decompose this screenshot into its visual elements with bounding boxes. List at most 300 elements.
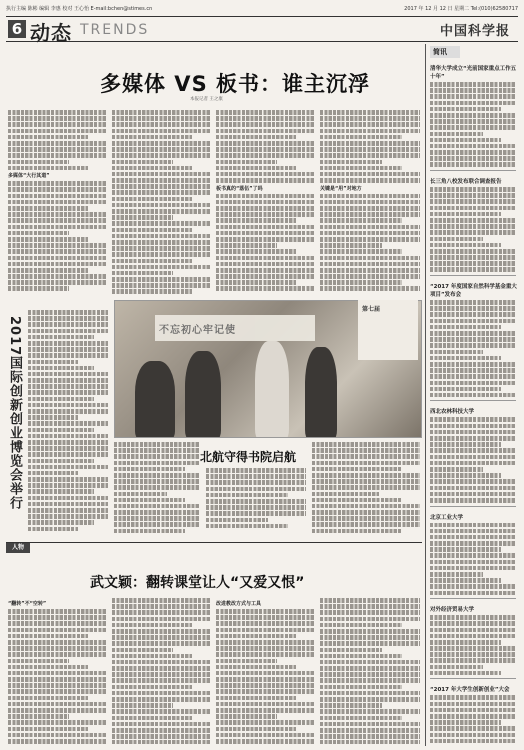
text-line (312, 454, 420, 459)
text-line (320, 722, 420, 727)
text-line (320, 116, 420, 121)
text-line (112, 228, 192, 233)
masthead-bar (6, 5, 518, 15)
text-line (206, 511, 306, 516)
text-line (8, 615, 106, 620)
text-line (28, 489, 94, 494)
text-line (320, 200, 420, 205)
sidebar-item-title: “2017 年大学生创新创业”大会 (430, 687, 510, 694)
text-line (320, 629, 420, 634)
sidebar-separator (430, 598, 516, 599)
bottom-subhead-1: “翻转”不“空转” (8, 601, 47, 607)
text-line (216, 237, 314, 242)
text-line (430, 162, 516, 167)
sidebar-item-text (430, 615, 516, 675)
text-line (430, 560, 516, 565)
text-line (112, 740, 210, 744)
feature-vertical-title: 2017国际创新创业博览会举行 (7, 316, 22, 511)
text-line (430, 113, 516, 118)
text-line (430, 156, 516, 161)
text-line (8, 262, 106, 267)
text-line (8, 628, 106, 633)
text-line (8, 181, 106, 186)
text-line (8, 708, 106, 713)
text-line (28, 508, 108, 513)
text-line (430, 739, 516, 744)
text-line (312, 473, 420, 478)
text-line (216, 280, 296, 285)
text-line (8, 652, 106, 657)
text-line (430, 187, 516, 192)
text-line (216, 286, 314, 291)
text-line (430, 591, 516, 596)
text-line (430, 430, 516, 435)
text-line (8, 665, 88, 670)
text-line (112, 722, 210, 727)
text-line (216, 659, 277, 664)
text-line (430, 374, 516, 379)
text-line (114, 479, 200, 484)
text-line (112, 648, 173, 653)
text-line (28, 372, 108, 377)
text-line (320, 641, 420, 646)
sidebar-separator (430, 275, 516, 276)
text-line (430, 88, 516, 93)
text-line (114, 522, 200, 527)
text-line (114, 498, 185, 503)
text-line (216, 609, 314, 614)
text-line (216, 652, 314, 657)
sidebar-separator (430, 170, 516, 171)
text-line (320, 274, 420, 279)
text-line (216, 640, 314, 645)
text-line (28, 459, 94, 464)
text-line (216, 677, 314, 682)
text-line (8, 671, 106, 676)
text-line (430, 615, 516, 620)
text-line (430, 82, 516, 87)
text-line (430, 249, 516, 254)
sidebar-item-text (430, 82, 516, 167)
text-line (216, 206, 314, 211)
text-line (216, 200, 314, 205)
text-line (430, 243, 501, 248)
text-line (430, 119, 516, 124)
text-line (206, 505, 306, 510)
text-line (430, 658, 516, 663)
text-line (216, 129, 314, 134)
text-line (112, 234, 210, 239)
text-line (216, 160, 277, 165)
bottom-col-4 (320, 598, 420, 744)
masthead-right: 2017 年 12 月 12 日 星期二 Tel:(010)62580717 (404, 6, 518, 12)
text-line (28, 477, 108, 482)
text-line (430, 132, 483, 137)
text-line (28, 310, 108, 315)
text-line (114, 448, 200, 453)
text-line (320, 703, 382, 708)
text-line (28, 341, 108, 346)
text-line (430, 652, 516, 657)
text-line (8, 727, 88, 732)
bottom-col-1 (8, 598, 106, 744)
text-line (320, 654, 402, 659)
text-line (216, 262, 314, 267)
photo-figure (185, 351, 221, 438)
text-line (8, 153, 106, 158)
text-line (430, 467, 483, 472)
text-line (28, 415, 78, 420)
text-line (8, 218, 106, 223)
text-line (216, 634, 296, 639)
text-line (8, 714, 69, 719)
sidebar-separator (430, 506, 516, 507)
text-line (216, 628, 314, 633)
text-line (28, 496, 108, 501)
text-line (320, 623, 402, 628)
text-line (320, 691, 420, 696)
text-line (312, 492, 379, 497)
text-line (430, 393, 516, 398)
main-article-col-4 (320, 110, 420, 300)
text-line (112, 110, 210, 115)
text-line (430, 541, 516, 546)
text-line (112, 147, 210, 152)
text-line (28, 421, 108, 426)
text-line (312, 510, 420, 515)
text-line (430, 343, 516, 348)
text-line (114, 492, 167, 497)
text-line (8, 286, 69, 291)
text-line (8, 739, 106, 744)
text-line (112, 678, 210, 683)
text-line (28, 428, 94, 433)
text-line (206, 493, 288, 498)
main-article-col-2 (112, 110, 210, 300)
text-line (320, 212, 420, 217)
text-line (216, 110, 314, 115)
photo-figure (305, 347, 337, 438)
text-line (8, 702, 106, 707)
text-line (320, 604, 420, 609)
text-line (216, 720, 314, 725)
text-line (430, 535, 516, 540)
text-line (430, 206, 516, 211)
text-line (28, 366, 94, 371)
text-line (28, 514, 108, 519)
text-line (112, 610, 210, 615)
text-line (114, 485, 200, 490)
text-line (114, 442, 200, 447)
text-line (8, 677, 106, 682)
text-line (216, 153, 314, 158)
text-line (320, 141, 420, 146)
text-line (320, 685, 402, 690)
text-line (312, 529, 401, 534)
text-line (28, 440, 108, 445)
text-line (216, 225, 314, 230)
text-line (216, 249, 296, 254)
text-line (216, 147, 314, 152)
text-line (320, 610, 420, 615)
text-line (320, 716, 402, 721)
text-line (430, 255, 516, 260)
text-line (206, 524, 288, 529)
text-line (430, 356, 501, 361)
text-line (312, 442, 420, 447)
text-line (114, 510, 200, 515)
text-line (312, 479, 420, 484)
text-line (430, 702, 516, 707)
text-line (430, 646, 516, 651)
text-line (430, 634, 516, 639)
second-article-col-2 (312, 442, 420, 538)
feature-text-col-2 (114, 442, 200, 538)
text-line (28, 390, 108, 395)
text-line (430, 94, 516, 99)
text-line (8, 696, 88, 701)
text-line (216, 665, 296, 670)
text-line (216, 256, 314, 261)
subhead-2: 板书真的“落伍”了吗 (216, 185, 263, 192)
text-line (8, 659, 69, 664)
text-line (320, 635, 420, 640)
text-line (216, 727, 296, 732)
text-line (320, 243, 382, 248)
photo-label: 第七届 (358, 300, 418, 360)
photo-banner: 不忘初心牢记使 (155, 315, 315, 341)
text-line (28, 502, 108, 507)
main-article-col-3 (216, 110, 314, 300)
text-line (216, 268, 314, 273)
text-line (430, 387, 501, 392)
text-line (430, 714, 516, 719)
text-line (112, 697, 210, 702)
text-line (112, 141, 210, 146)
sidebar-item-text (430, 523, 516, 596)
text-line (320, 672, 420, 677)
text-line (320, 268, 420, 273)
text-line (430, 381, 516, 386)
text-line (8, 634, 88, 639)
sidebar-item-text (430, 187, 516, 272)
text-line (28, 322, 108, 327)
text-line (430, 498, 516, 503)
text-line (430, 362, 516, 367)
text-line (8, 237, 88, 242)
text-line (112, 129, 210, 134)
text-line (430, 486, 516, 491)
text-line (320, 648, 382, 653)
text-line (112, 629, 210, 634)
text-line (430, 492, 516, 497)
text-line (430, 628, 516, 633)
text-line (8, 110, 106, 115)
text-line (216, 178, 314, 183)
text-line (320, 697, 420, 702)
main-headline: 多媒体 VS 板书：谁主沉浮 (100, 72, 370, 96)
main-article-col-1 (8, 110, 106, 300)
text-line (112, 197, 192, 202)
text-line (216, 646, 314, 651)
text-line (312, 522, 420, 527)
text-line (312, 516, 420, 521)
text-line (112, 252, 210, 257)
text-line (320, 194, 420, 199)
text-line (206, 480, 306, 485)
text-line (312, 504, 420, 509)
text-line (320, 740, 420, 744)
text-line (206, 499, 306, 504)
text-line (112, 259, 192, 264)
sidebar (425, 44, 519, 746)
text-line (320, 160, 382, 165)
text-line (430, 708, 516, 713)
text-line (430, 621, 516, 626)
text-line (8, 609, 106, 614)
text-line (216, 172, 314, 177)
text-line (8, 122, 106, 127)
text-line (206, 487, 306, 492)
text-line (312, 467, 401, 472)
text-line (112, 240, 210, 245)
text-line (216, 621, 314, 626)
text-line (430, 101, 516, 106)
sidebar-item-title: “2017 年度国家自然科学基金重大项目”发布会 (430, 284, 517, 299)
text-line (430, 337, 516, 342)
text-line (28, 483, 108, 488)
text-line (430, 665, 483, 670)
text-line (8, 683, 106, 688)
text-line (112, 289, 192, 294)
text-line (216, 194, 314, 199)
text-line (28, 434, 108, 439)
second-article-col-1 (206, 468, 306, 538)
text-line (312, 461, 420, 466)
text-line (112, 153, 210, 158)
text-line (430, 125, 516, 130)
section-name: 动态 (30, 21, 72, 45)
bottom-col-2 (112, 598, 210, 744)
sidebar-header: 简讯 (430, 46, 460, 58)
text-line (206, 518, 268, 523)
text-line (216, 683, 314, 688)
text-line (430, 350, 483, 355)
text-line (312, 498, 401, 503)
text-line (216, 274, 314, 279)
text-line (8, 116, 106, 121)
text-line (430, 640, 501, 645)
text-line (430, 424, 516, 429)
text-line (112, 246, 210, 251)
text-line (430, 448, 516, 453)
text-line (8, 274, 106, 279)
text-line (28, 409, 108, 414)
text-line (112, 604, 210, 609)
text-line (430, 584, 516, 589)
text-line (8, 231, 69, 236)
text-line (28, 465, 108, 470)
text-line (8, 621, 106, 626)
text-line (216, 243, 277, 248)
text-line (8, 280, 106, 285)
sidebar-separator (430, 400, 516, 401)
feature-text-col-1 (28, 310, 108, 538)
section-number: 6 (8, 20, 26, 38)
paper-logo: 中国科学报 (440, 24, 511, 39)
text-line (216, 733, 314, 738)
text-line (8, 689, 106, 694)
text-line (216, 218, 296, 223)
text-line (430, 312, 516, 317)
sidebar-item-title: 对外经济贸易大学 (430, 607, 475, 614)
text-line (112, 283, 210, 288)
text-line (28, 353, 108, 358)
text-line (312, 485, 420, 490)
text-line (112, 654, 192, 659)
text-line (320, 286, 420, 291)
text-line (320, 728, 420, 733)
sidebar-item-title: 清华大学成立“光前国家重点工作五十年” (430, 66, 517, 80)
text-line (112, 685, 192, 690)
text-line (430, 455, 516, 460)
text-line (216, 702, 314, 707)
text-line (320, 262, 420, 267)
text-line (320, 617, 420, 622)
text-line (320, 249, 402, 254)
text-line (8, 646, 106, 651)
masthead-left: 执行主编 陈彬 编辑 李惠 校对 王心怡 E-mail:bchen@stimes.cn (6, 6, 153, 12)
text-line (216, 231, 314, 236)
bottom-divider (6, 542, 422, 554)
text-line (112, 734, 210, 739)
section-english: TRENDS (80, 22, 150, 38)
text-line (28, 335, 94, 340)
text-line (430, 218, 516, 223)
text-line (112, 277, 210, 282)
text-line (430, 107, 501, 112)
bottom-subhead-2: 改进教改方式与工具 (216, 601, 262, 607)
sidebar-item-title: 北京工业大学 (430, 514, 464, 521)
text-line (320, 225, 420, 230)
text-line (112, 172, 210, 177)
text-line (430, 230, 516, 235)
text-line (430, 720, 501, 725)
text-line (206, 474, 306, 479)
text-line (216, 696, 296, 701)
text-line (8, 256, 106, 261)
text-line (320, 660, 420, 665)
text-line (216, 212, 314, 217)
photo-figure (255, 341, 289, 438)
text-line (430, 566, 516, 571)
text-line (8, 212, 106, 217)
text-line (112, 135, 192, 140)
text-line (430, 572, 483, 577)
text-line (430, 733, 516, 738)
text-line (28, 378, 108, 383)
text-line (28, 446, 108, 451)
text-line (320, 166, 402, 171)
text-line (112, 691, 210, 696)
text-line (430, 553, 516, 558)
text-line (320, 280, 402, 285)
second-headline: 北航守得书院启航 (200, 450, 297, 464)
text-line (112, 116, 210, 121)
text-line (320, 153, 420, 158)
text-line (320, 237, 420, 242)
text-line (312, 448, 420, 453)
